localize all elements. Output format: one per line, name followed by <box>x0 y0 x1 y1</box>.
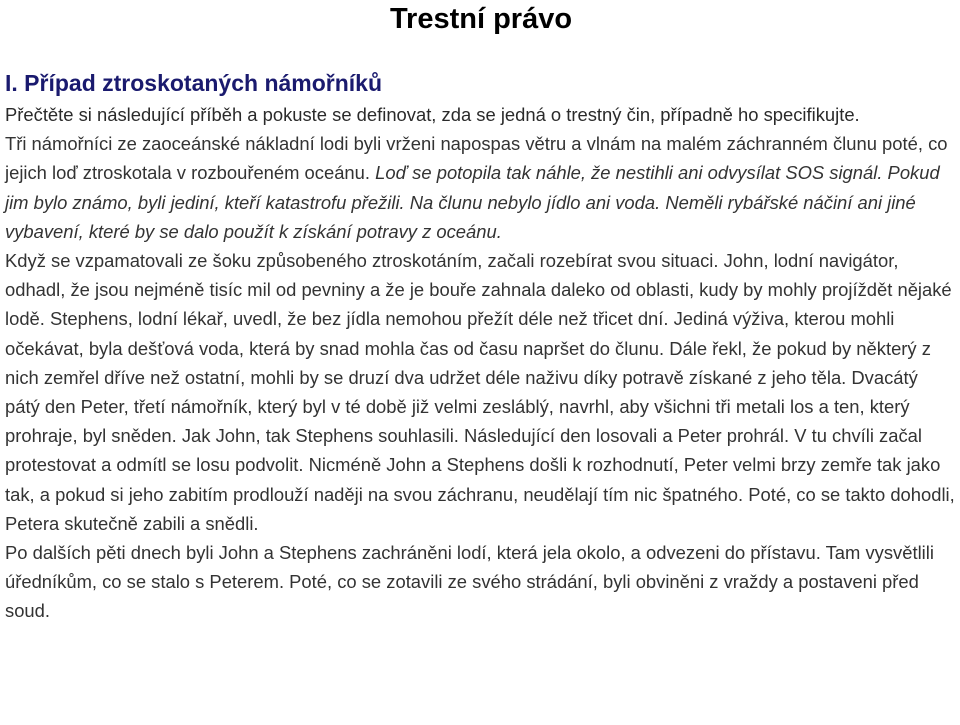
section-heading: I. Případ ztroskotaných námořníků <box>5 70 383 96</box>
story-paragraph-2: Když se vzpamatovali ze šoku způsobeného ztroskotáním, začali rozebírat svou situaci. John, lodní navigátor, odhadl, že jsou nejméně tisíc mil od pevniny a že je bouře zahnala daleko od oblasti, kudy by mohly projíždět nějaké lodě. Stephens, lodní lékař, uvedl, že bez jídla nemohou přežít déle než třicet dní. Jediná výživa, kterou mohli očekávat, byla dešťová voda, která by snad mohla čas od času napršet do člunu. Dále řekl, že pokud by některý z nich zemřel dříve než ostatní, mohli by se druzí dva udržet déle naživu díky potravě získané z jeho těla. Dvacátý pátý den Peter, třetí námořník, který byl v té době již velmi zesláblý, navrhl, aby všichni tři metali los a ten, který prohraje, byl sněden. Jak John, tak Stephens souhlasili. Následující den losovali a Peter prohrál. V tu chvíli začal protestovat a odmítl se losu podvolit. Nicméně John a Stephens došli k rozhodnutí, Peter velmi brzy zemře tak jako tak, a pokud si jeho zabitím prodlouží naději na svou záchranu, neudělají tím nic špatného. Poté, co se takto dohodli, Petera skutečně zabili a snědli. <box>5 250 955 534</box>
intro-paragraph: Přečtěte si následující příběh a pokuste se definovat, zda se jedná o trestný čin, případně ho specifikujte. <box>5 104 860 125</box>
story-body <box>5 100 955 626</box>
story-paragraph-1 <box>5 129 955 246</box>
story-paragraph-1-normal: Tři námořníci ze zaoceánské nákladní lodi byli vrženi napospas větru a vlnám na malém záchranném člunu poté, co jejich loď ztroskotala v rozbouřeném oceánu. <box>5 133 948 184</box>
story-paragraph-1-italic: Loď se potopila tak náhle, že nestihli ani odvysílat SOS signál. Pokud jim bylo známo, byli jediní, kteří katastrofu přežili. Na člunu nebylo jídlo ani voda. Neměli rybářské náčiní ani jiné vybavení, které by se dalo použít k získání potravy z oceánu. <box>5 162 940 242</box>
story-paragraph-3: Po dalších pěti dnech byli John a Stephens zachráněni lodí, která jela okolo, a odvezeni do přístavu. Tam vysvětlili úředníkům, co se stalo s Peterem. Poté, co se zotavili ze svého strádání, byli obviněni z vraždy a postaveni před soud. <box>5 542 934 622</box>
page-title: Trestní právo <box>389 3 573 35</box>
